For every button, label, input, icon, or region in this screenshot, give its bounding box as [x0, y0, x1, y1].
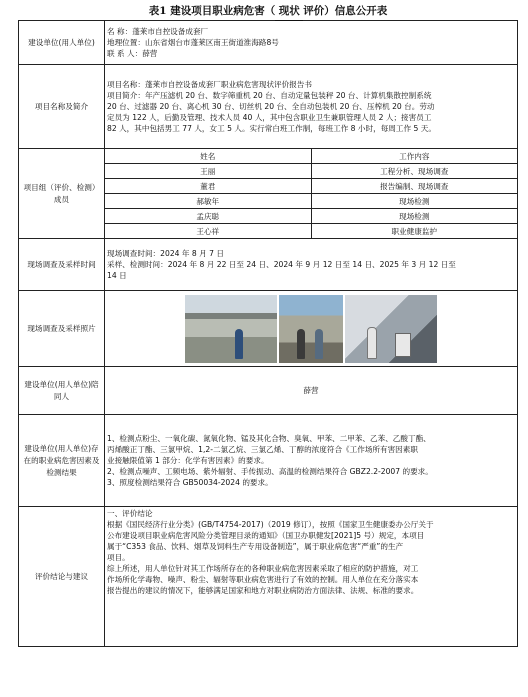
project-line: 项目名称：蓬莱市自控设备成套厂职业病危害现状评价报告书	[107, 80, 313, 89]
project-info	[105, 65, 518, 149]
conclusion-line: 报告提出的建议的情况下，能够满足国家和地方对职业病防治方面法律、法规、标准的要求。	[107, 586, 419, 595]
unit-name: 名 称：蓬莱市自控设备成套厂	[107, 27, 209, 36]
title-suffix: 评价）信息公开表	[303, 5, 388, 17]
member-name: 王丽	[105, 164, 312, 179]
site-photo-sampling	[345, 295, 437, 363]
member-name: 董君	[105, 179, 312, 194]
survey-row	[19, 239, 518, 291]
hazard-line: 1、检测点粉尘、一氧化碳、氮氧化物、锰及其化合物、臭氧、甲苯、二甲苯、乙苯、乙酸丁酯、	[107, 434, 431, 443]
member-task: 工程分析、现场调查	[311, 164, 518, 179]
photos-cell	[105, 291, 518, 367]
project-line: 定员为 122 人，后勤及管理、技术人员 40 人，其中包含职业卫生兼职管理人员 2 人；接害员工	[107, 113, 432, 122]
title-prefix: 表1 建设项目职业病危害（	[148, 5, 276, 17]
site-photo-outdoor	[279, 295, 343, 363]
member-name: 郝敏年	[105, 194, 312, 209]
disclosure-table	[18, 20, 518, 647]
hazards-info	[105, 415, 518, 507]
escort-name: 薛营	[105, 367, 518, 415]
photos-row	[19, 291, 518, 367]
survey-label: 现场调查及采样时间	[19, 239, 105, 291]
photo-person	[367, 327, 377, 359]
conclusion-line: 属于“C353 食品、饮料、烟草及饲料生产专用设备制造”，属于职业病危害“严重”的生产	[107, 542, 404, 551]
sampling-time-cont: 14 日	[107, 271, 127, 280]
member-name: 王心祥	[105, 224, 312, 239]
photo-strip	[107, 295, 515, 363]
photos-label: 现场调查及采样照片	[19, 291, 105, 367]
member-task: 职业健康监护	[311, 224, 518, 239]
team-header-row	[19, 149, 518, 164]
member-task: 报告编制、现场调查	[311, 179, 518, 194]
team-header-name: 姓名	[105, 149, 312, 164]
project-line: 82 人，其中包括男工 77 人，女工 5 人。实行常白班工作制，每班工作 8 小时，每周工作 5 天。	[107, 124, 436, 133]
sampling-time: 采样、检测时间：2024 年 8 月 22 日至 24 日、2024 年 9 月 12 日至 14 日、2025 年 3 月 12 日至	[107, 260, 456, 269]
project-line: 项目简介：年产压滤机 20 台、数字筛重机 20 台、自动定量包装秤 20 台、计算机集散控制系统	[107, 91, 432, 100]
conclusion-heading: 一、评价结论	[107, 509, 153, 518]
escort-row	[19, 367, 518, 415]
survey-time: 现场调查时间：2024 年 8 月 7 日	[107, 249, 224, 258]
table-title	[18, 2, 518, 20]
unit-contact: 联 系 人：薛营	[107, 49, 158, 58]
hazard-line: 业接触限值第 1 部分：化学有害因素》的要求。	[107, 456, 269, 465]
photo-roof	[185, 313, 277, 319]
conclusion-line: 公布建设项目职业病危害风险分类管理目录的通知》（国卫办职健发[2021]5 号）规定，本项目	[107, 531, 425, 540]
member-name: 孟庆聪	[105, 209, 312, 224]
survey-info	[105, 239, 518, 291]
photo-person	[235, 329, 243, 359]
hazard-line: 3、照度检测结果符合 GB50034-2024 的要求。	[107, 478, 273, 487]
conclusion-label: 评价结论与建议	[19, 507, 105, 647]
conclusion-line: 根据《国民经济行业分类》(GB/T4754-2017)（2019 修订），按照《国家卫生健康委办公厅关于	[107, 520, 434, 529]
info-disclosure-page	[0, 2, 528, 697]
project-line: 20 台、过滤器 20 台、离心机 30 台、切丝机 20 台、全自动包装机 20 台、压榨机 20 台。劳动	[107, 102, 435, 111]
escort-label: 建设单位(用人单位)陪同人	[19, 367, 105, 415]
project-row	[19, 65, 518, 149]
member-task: 现场检测	[311, 194, 518, 209]
hazards-row	[19, 415, 518, 507]
conclusion-line: 作场所化学毒物、噪声、粉尘、辐射等职业病危害进行了有效的控制。用人单位在充分落实本	[107, 575, 419, 584]
hazard-line: 2、检测点噪声、工频电场、紫外辐射、手传振动、高温的检测结果符合 GBZ2.2-2007 的要求。	[107, 467, 433, 476]
project-label: 项目名称及简介	[19, 65, 105, 149]
conclusion-line: 项目。	[107, 553, 130, 562]
conclusion-row	[19, 507, 518, 647]
photo-person	[315, 329, 323, 359]
unit-info	[105, 21, 518, 65]
unit-row	[19, 21, 518, 65]
conclusion-line: 综上所述，用人单位针对其工作场所存在的各种职业病危害因素采取了相应的防护措施，对工	[107, 564, 419, 573]
photo-sampling-device	[395, 333, 411, 357]
hazard-line: 丙烯酸正丁酯、三氯甲烷、1,2-二氯乙烷、三氯乙烯、丁醇的浓度符合《工作场所有害因素职	[107, 445, 418, 454]
conclusion-info	[105, 507, 518, 647]
team-label: 项目组（评价、检测）成员	[19, 149, 105, 239]
hazards-label: 建设单位(用人单位)存在的职业病危害因素及检测结果	[19, 415, 105, 507]
team-header-task: 工作内容	[311, 149, 518, 164]
unit-label: 建设单位(用人单位)	[19, 21, 105, 65]
site-photo-building	[185, 295, 277, 363]
unit-address: 地理位置：山东省烟台市蓬莱区南王街道淮海路8号	[107, 38, 279, 47]
member-task: 现场检测	[311, 209, 518, 224]
photo-person	[297, 329, 305, 359]
title-evaluation-kind: 现状	[275, 2, 303, 21]
